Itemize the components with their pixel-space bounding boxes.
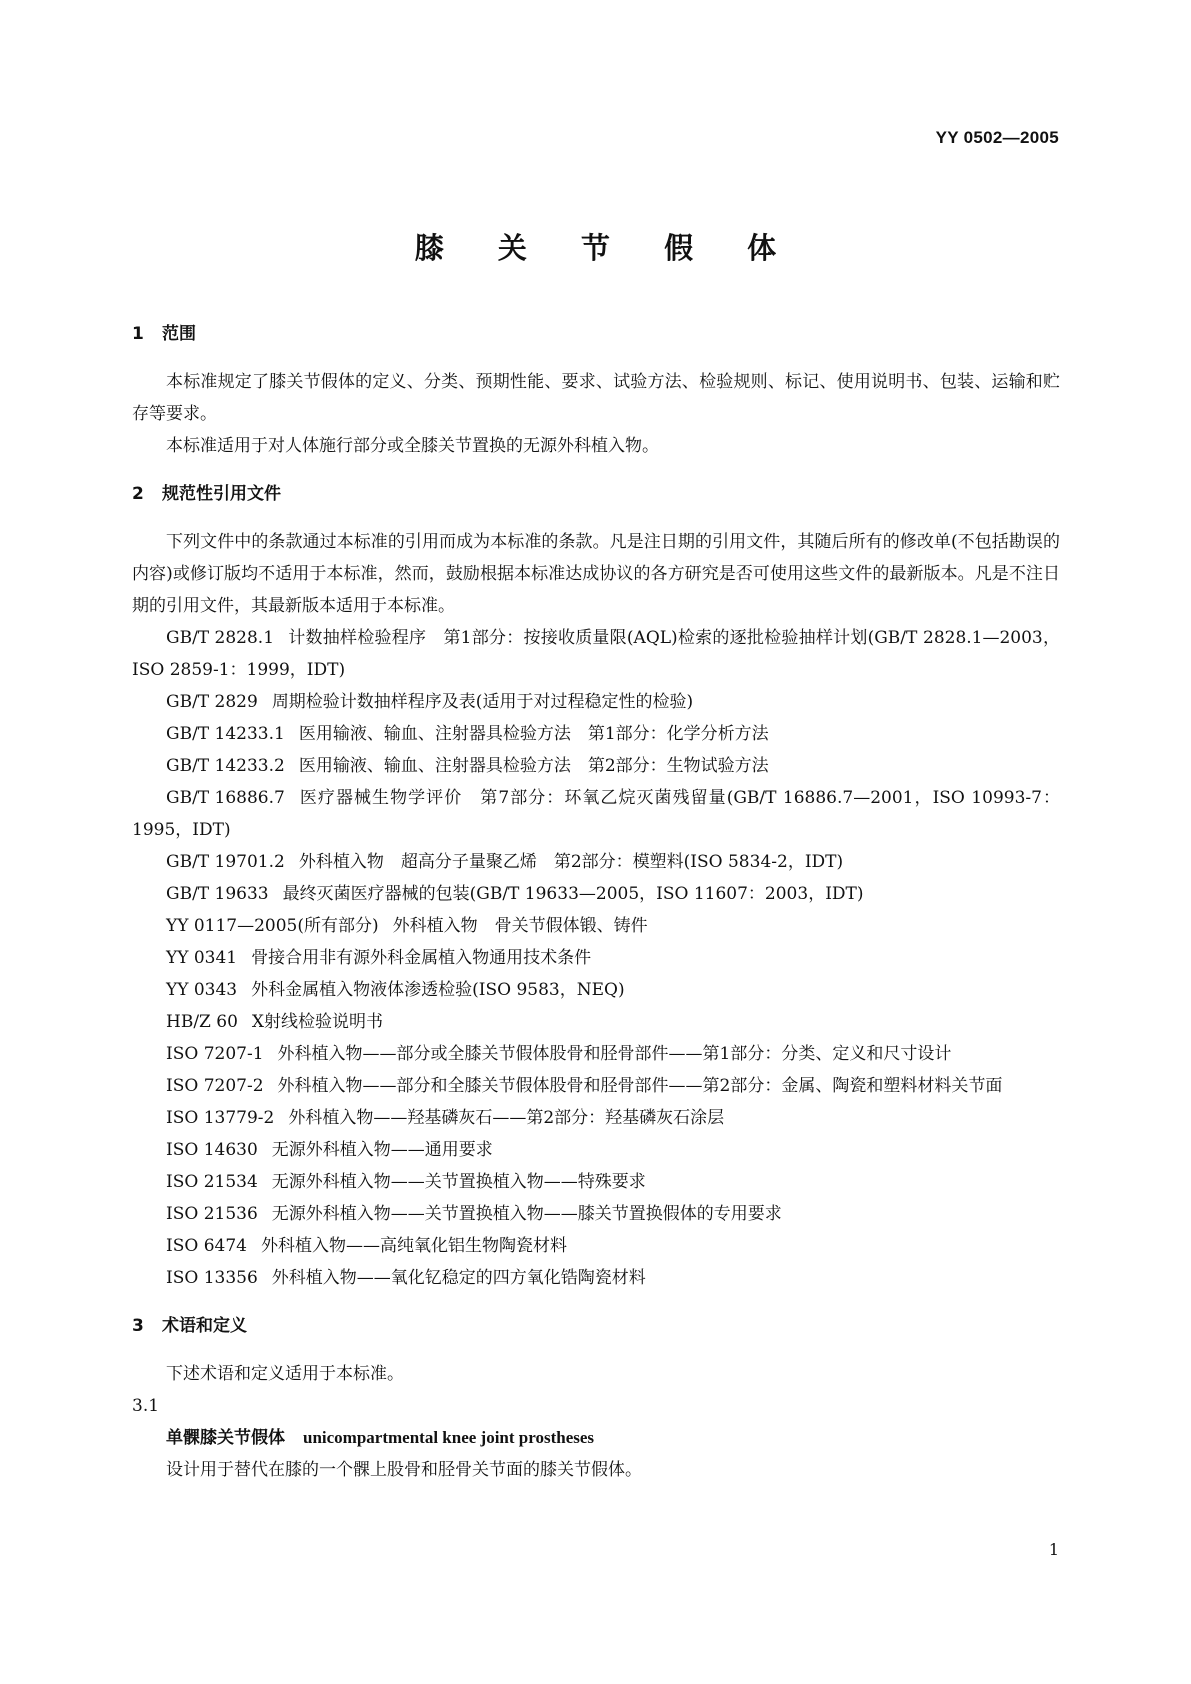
- reference-title: 外科植入物 超高分子量聚乙烯 第2部分：模塑料(ISO 5834-2，IDT): [298, 852, 844, 872]
- terms-intro: 下述术语和定义适用于本标准。: [166, 1364, 404, 1384]
- standard-code: YY 0502—2005: [935, 128, 1059, 147]
- reference-item: [132, 878, 1060, 910]
- reference-code: YY 0341: [166, 948, 238, 968]
- reference-item: [132, 622, 1060, 686]
- reference-title: 医用输液、输血、注射器具检验方法 第1部分：化学分析方法: [298, 724, 769, 744]
- section-number: 1: [132, 324, 144, 344]
- section-number: 2: [132, 484, 144, 504]
- reference-list: [132, 622, 1060, 1294]
- scope-paragraph-2: 本标准适用于对人体施行部分或全膝关节置换的无源外科植入物。: [166, 436, 659, 456]
- reference-title: 医疗器械生物学评价 第7部分：环氧乙烷灭菌残留量(GB/T 16886.7—2001，ISO 10993-7：1995，IDT): [132, 788, 1060, 840]
- reference-title: 无源外科植入物——通用要求: [271, 1140, 493, 1160]
- reference-code: YY 0117—2005(所有部分): [166, 916, 379, 936]
- term-heading: [132, 1422, 1060, 1454]
- reference-item: [132, 782, 1060, 846]
- reference-item: [132, 750, 1060, 782]
- reference-item: [132, 1134, 1060, 1166]
- reference-item: [132, 1230, 1060, 1262]
- section-1-heading: [132, 318, 1060, 350]
- reference-title: 无源外科植入物——关节置换植入物——膝关节置换假体的专用要求: [271, 1204, 782, 1224]
- reference-code: GB/T 19633: [166, 884, 269, 904]
- section-3-heading: [132, 1310, 1060, 1342]
- reference-code: GB/T 2828.1: [166, 628, 275, 648]
- reference-item: [132, 1166, 1060, 1198]
- reference-title: 外科植入物——部分和全膝关节假体股骨和胫骨部件——第2部分：金属、陶瓷和塑料材料关节面: [277, 1076, 1003, 1096]
- reference-title: 最终灭菌医疗器械的包装(GB/T 19633—2005，ISO 11607：2003，IDT): [282, 884, 864, 904]
- reference-item: [132, 1198, 1060, 1230]
- reference-title: 外科植入物——羟基磷灰石——第2部分：羟基磷灰石涂层: [288, 1108, 725, 1128]
- reference-code: GB/T 2829: [166, 692, 258, 712]
- reference-title: 无源外科植入物——关节置换植入物——特殊要求: [271, 1172, 646, 1192]
- reference-code: GB/T 14233.1: [166, 724, 285, 744]
- reference-code: ISO 13779-2: [166, 1108, 275, 1128]
- section-number: 3: [132, 1316, 144, 1336]
- section-title: 规范性引用文件: [162, 484, 281, 504]
- section-2-heading: [132, 478, 1060, 510]
- term-english: unicompartmental knee joint prostheses: [303, 1428, 595, 1447]
- reference-code: ISO 6474: [166, 1236, 247, 1256]
- reference-title: X射线检验说明书: [251, 1012, 384, 1032]
- reference-item: [132, 974, 1060, 1006]
- reference-title: 外科植入物 骨关节假体锻、铸件: [392, 916, 648, 936]
- reference-item: [132, 910, 1060, 942]
- reference-item: [132, 1038, 1060, 1070]
- clause-number: 3.1: [132, 1396, 160, 1416]
- reference-item: [132, 1070, 1060, 1102]
- reference-item: [132, 1006, 1060, 1038]
- reference-item: [132, 846, 1060, 878]
- scope-paragraph-1: 本标准规定了膝关节假体的定义、分类、预期性能、要求、试验方法、检验规则、标记、使用说明书、包装、运输和贮存等要求。: [132, 372, 1060, 424]
- reference-title: 外科金属植入物液体渗透检验(ISO 9583，NEQ): [251, 980, 625, 1000]
- term-definition: 设计用于替代在膝的一个髁上股骨和胫骨关节面的膝关节假体。: [166, 1460, 642, 1480]
- reference-title: 周期检验计数抽样程序及表(适用于对过程稳定性的检验): [271, 692, 694, 712]
- reference-title: 外科植入物——高纯氧化铝生物陶瓷材料: [260, 1236, 567, 1256]
- references-intro: 下列文件中的条款通过本标准的引用而成为本标准的条款。凡是注日期的引用文件，其随后所有的修改单(不包括勘误的内容)或修订版均不适用于本标准，然而，鼓励根据本标准达成协议的各方研究是否可使用这些文件的最新版本。凡是不注日期的引用文件，其最新版本适用于本标准。: [132, 532, 1060, 616]
- reference-code: ISO 21534: [166, 1172, 258, 1192]
- page-number: 1: [1048, 1540, 1059, 1559]
- term-chinese: 单髁膝关节假体: [166, 1428, 285, 1448]
- reference-title: 外科植入物——部分或全膝关节假体股骨和胫骨部件——第1部分：分类、定义和尺寸设计: [277, 1044, 952, 1064]
- reference-item: [132, 718, 1060, 750]
- reference-code: ISO 14630: [166, 1140, 258, 1160]
- section-title: 术语和定义: [162, 1316, 247, 1336]
- reference-code: ISO 13356: [166, 1268, 258, 1288]
- reference-code: ISO 7207-2: [166, 1076, 264, 1096]
- reference-code: GB/T 14233.2: [166, 756, 285, 776]
- reference-code: HB/Z 60: [166, 1012, 238, 1032]
- reference-title: 医用输液、输血、注射器具检验方法 第2部分：生物试验方法: [298, 756, 769, 776]
- section-title: 范围: [162, 324, 196, 344]
- reference-code: GB/T 19701.2: [166, 852, 285, 872]
- reference-title: 外科植入物——氧化钇稳定的四方氧化锆陶瓷材料: [271, 1268, 646, 1288]
- document-title: 膝 关 节 假 体: [414, 231, 799, 265]
- reference-item: [132, 1102, 1060, 1134]
- reference-title: 骨接合用非有源外科金属植入物通用技术条件: [251, 948, 592, 968]
- reference-code: YY 0343: [166, 980, 238, 1000]
- reference-code: ISO 7207-1: [166, 1044, 264, 1064]
- reference-item: [132, 1262, 1060, 1294]
- reference-item: [132, 942, 1060, 974]
- document-body: [132, 318, 1060, 1486]
- reference-code: ISO 21536: [166, 1204, 258, 1224]
- reference-item: [132, 686, 1060, 718]
- reference-code: GB/T 16886.7: [166, 788, 285, 808]
- reference-title: 计数抽样检验程序 第1部分：按接收质量限(AQL)检索的逐批检验抽样计划(GB/T 2828.1—2003，ISO 2859-1：1999，IDT): [132, 628, 1060, 680]
